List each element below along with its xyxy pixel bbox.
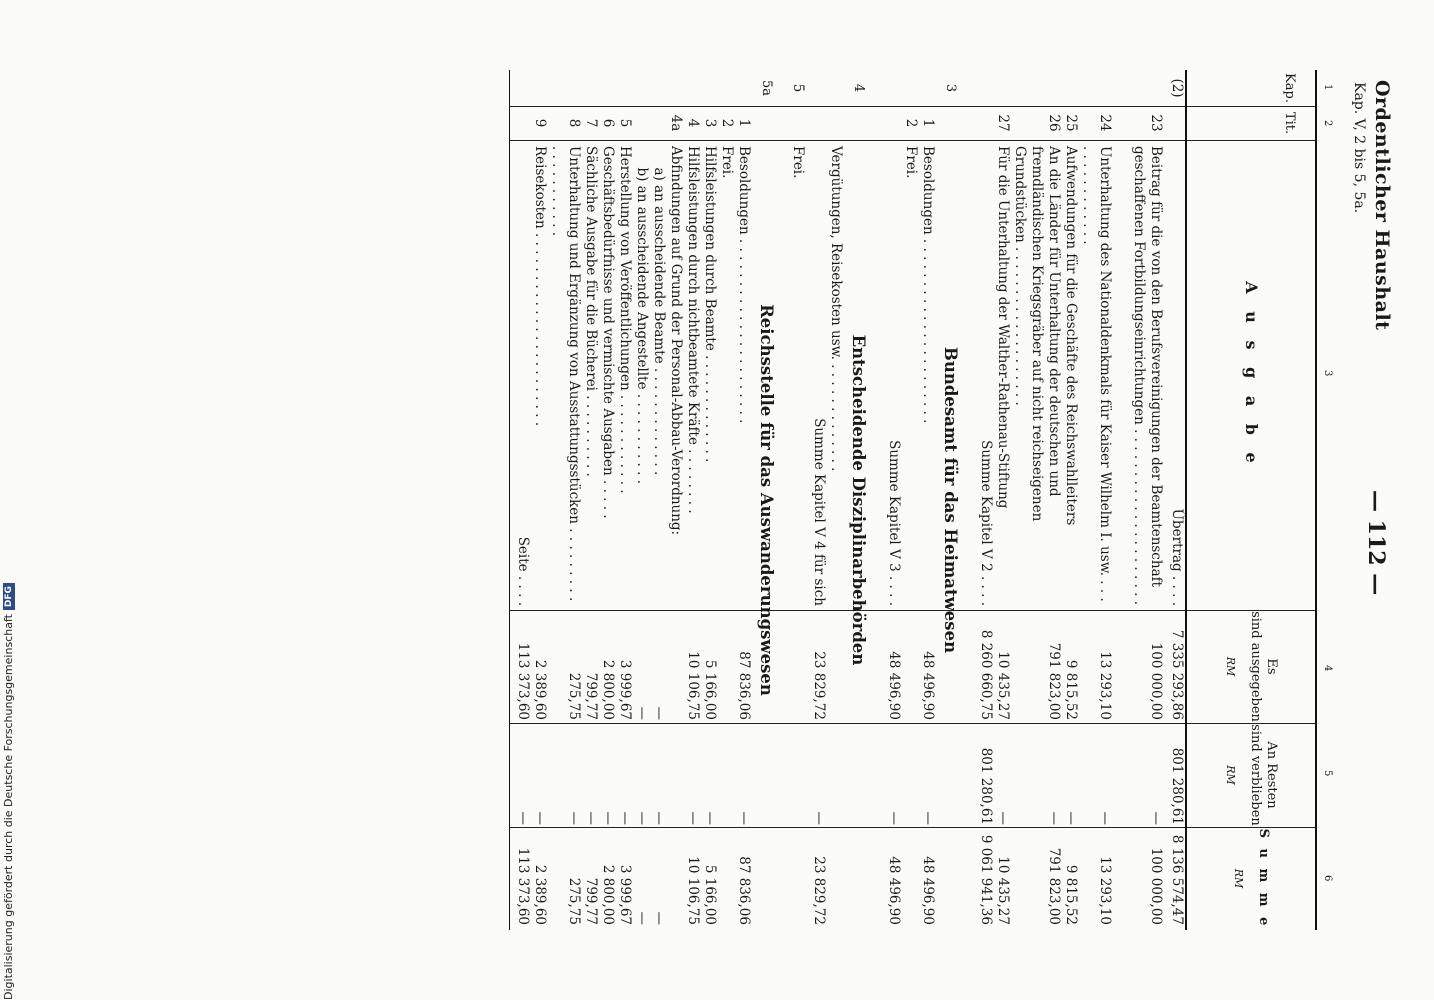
ausgegeben-cell: 5 166,00	[702, 659, 718, 720]
table-row	[1079, 70, 1113, 930]
table-row	[1011, 70, 1062, 930]
kapitel-cell: 5a	[759, 79, 774, 97]
ausgegeben-cell: 10 435,27	[995, 651, 1011, 720]
table-row	[548, 70, 582, 930]
column-header-summe: S u m m e RM	[1231, 828, 1271, 929]
table-row	[827, 70, 844, 930]
column-number: 4	[1322, 665, 1333, 672]
reste-cell: —	[634, 811, 650, 825]
table-row	[599, 70, 616, 930]
description-cell: a) an ausscheidende Beamte . . . . . . . . . . . . .	[651, 146, 667, 476]
ausgegeben-cell: 100 000,00	[1148, 642, 1164, 720]
ausgegeben-cell: 87 836,06	[736, 651, 752, 720]
table-row	[582, 70, 599, 930]
description-cell: Reichsstelle für das Auswanderungswesen	[757, 304, 776, 696]
titel-cell: 2	[903, 118, 919, 128]
table-row	[1113, 70, 1164, 930]
summe-cell: 10 435,27	[995, 856, 1011, 925]
description-cell: Entscheidende Disziplinarbehörden	[849, 334, 868, 666]
ausgegeben-cell: 275,75	[566, 672, 582, 720]
ausgegeben-cell: 48 496,90	[920, 651, 936, 720]
titel-cell: 24	[1097, 114, 1113, 132]
reste-cell: —	[566, 811, 582, 825]
reste-cell: —	[651, 811, 667, 825]
sum-row	[810, 70, 827, 930]
summe-cell: 9 061 941,36	[978, 834, 994, 925]
titel-cell: 9	[532, 118, 548, 128]
column-header-reste: An Resten sind verblieben RM	[1223, 724, 1280, 826]
table-row	[701, 70, 718, 930]
description-cell: Frei.	[790, 146, 806, 179]
table-row	[667, 70, 684, 930]
description-cell: Frei.	[903, 146, 919, 179]
ausgegeben-cell: 13 293,10	[1097, 651, 1113, 720]
description-cell: Besoldungen . . . . . . . . . . . . . . . . . . . . . .	[920, 146, 936, 424]
sum-row	[514, 70, 531, 930]
ausgegeben-cell: 799,77	[583, 672, 599, 720]
table-row	[633, 70, 650, 930]
description-cell: Unterhaltung des Nationaldenkmals für Kaiser Wilhelm I. usw. . . . . . . . . . . . . . . .	[1080, 146, 1113, 607]
page-number: — 112 —	[1363, 490, 1389, 596]
summe-cell: 100 000,00	[1148, 847, 1164, 925]
titel-cell: 1	[736, 118, 752, 128]
summe-cell: 48 496,90	[920, 856, 936, 925]
ausgegeben-cell: —	[634, 706, 650, 720]
description-cell: Vergütungen, Reisekosten usw. . . . . . . . . . . . . .	[828, 146, 844, 472]
table-header	[1185, 70, 1315, 930]
section-heading	[936, 70, 973, 930]
column-header-ausgabe: A u s g a b e	[1242, 281, 1261, 469]
column-number: 6	[1322, 875, 1333, 882]
ausgegeben-cell: 2 800,00	[600, 659, 616, 720]
titel-cell: 5	[617, 118, 633, 128]
reste-cell: —	[1148, 811, 1164, 825]
reste-cell: —	[702, 811, 718, 825]
titel-cell: 4	[685, 118, 701, 128]
dfg-logo: DFG	[3, 583, 15, 610]
page-subtitle: Kap. V, 2 bis 5, 5a.	[1351, 82, 1367, 214]
reste-cell: —	[1046, 811, 1062, 825]
table-row	[650, 70, 667, 930]
section-heading	[752, 70, 789, 930]
table-row	[735, 70, 752, 930]
summe-cell: 13 293,10	[1097, 856, 1113, 925]
titel-cell: 23	[1148, 114, 1164, 132]
description-cell: Beitrag für die von den Berufsvereinigungen der Beamtenschaft geschaffenen Fortbildungseinrichtungen . . . . . . . . . . . . . . . . . . . . .	[1131, 146, 1164, 606]
reste-cell: —	[1097, 811, 1113, 825]
summe-cell: 87 836,06	[736, 856, 752, 925]
titel-cell: 1	[920, 118, 936, 128]
rotated-ledger	[95, 70, 1395, 940]
kapitel-cell: 3	[943, 83, 958, 93]
description-cell: Unterhaltung und Ergänzung von Ausstattungsstücken . . . . . . . . . . . . . . . . . . . .	[549, 146, 582, 606]
titel-cell: 7	[583, 118, 599, 128]
ausgegeben-cell: —	[651, 706, 667, 720]
description-cell: Hilfsleistungen durch nichtbeamtete Kräfte . . . . . . . .	[685, 146, 701, 514]
column-numbers	[1319, 70, 1335, 930]
table-row	[919, 70, 936, 930]
titel-cell: 26	[1046, 114, 1062, 132]
footer-text: Digitalisierung gefördert durch die Deutsche Forschungsgemeinschaft	[2, 614, 15, 1000]
ausgegeben-cell: 8 260 660,75	[978, 629, 994, 720]
page-title: Ordentlicher Haushalt	[1371, 80, 1393, 331]
ausgegeben-cell: 48 496,90	[886, 651, 902, 720]
column-number: 5	[1322, 770, 1333, 777]
summe-cell: 8 136 574,47	[1169, 834, 1185, 925]
summe-cell: 791 823,00	[1046, 847, 1062, 925]
ausgegeben-cell: 113 373,60	[515, 642, 531, 720]
description-cell: Geschäftsbedürfnisse und vermischte Ausgaben . . . . .	[600, 146, 616, 519]
description-cell: Reisekosten . . . . . . . . . . . . . . . . . . . . . . .	[532, 146, 548, 427]
kapitel-cell: 4	[851, 83, 866, 93]
description-cell: Abfindungen auf Grund der Personal-Abbau-Verordnung:	[668, 146, 684, 536]
description-cell: b) an ausscheidende Angestellte . . . . . . . . . . .	[634, 146, 650, 484]
column-header-ausgegeben: Es sind ausgegeben RM	[1223, 611, 1280, 722]
table-row	[1062, 70, 1079, 930]
summe-cell: 48 496,90	[886, 856, 902, 925]
reste-cell: —	[1063, 811, 1079, 825]
ausgegeben-cell: 2 389,60	[532, 659, 548, 720]
column-number: 2	[1322, 120, 1333, 127]
ausgegeben-cell: 3 999,67	[617, 659, 633, 720]
description-cell: Seite . . . .	[515, 536, 531, 606]
titel-cell: 2	[719, 118, 735, 128]
reste-cell: —	[736, 811, 752, 825]
summe-cell: 9 815,52	[1063, 864, 1079, 925]
titel-cell: 6	[600, 118, 616, 128]
column-number: 3	[1322, 370, 1333, 377]
kapitel-cell: (2)	[1169, 78, 1185, 98]
ausgegeben-cell: 7 335 293,86	[1169, 629, 1185, 720]
reste-cell: —	[811, 811, 827, 825]
kapitel-cell: 5	[790, 83, 806, 93]
sum-row	[1168, 70, 1185, 930]
summe-cell: 799,77	[583, 877, 599, 925]
summe-cell: 113 373,60	[515, 847, 531, 925]
table-body	[514, 70, 1185, 930]
reste-cell: —	[600, 811, 616, 825]
description-cell: Summe Kapitel V 3 . . . .	[886, 440, 902, 606]
column-header-tit: Tit.	[1282, 111, 1297, 135]
reste-cell: —	[515, 811, 531, 825]
sum-row	[977, 70, 994, 930]
summe-cell: 275,75	[566, 877, 582, 925]
summe-cell: —	[651, 911, 667, 925]
column-number: 1	[1322, 84, 1333, 91]
description-cell: Summe Kapitel V 2 . . . .	[978, 440, 994, 606]
description-cell: Aufwendungen für die Geschäfte des Reichswahlleiters	[1063, 146, 1079, 526]
reste-cell: 801 280,61	[1169, 747, 1185, 825]
summe-cell: 2 389,60	[532, 864, 548, 925]
table-row	[789, 70, 806, 930]
table-row	[994, 70, 1011, 930]
description-cell: Hilfsleistungen durch Beamte . . . . . . . . . . . . .	[702, 146, 718, 463]
reste-cell: —	[617, 811, 633, 825]
reste-cell: —	[995, 811, 1011, 825]
description-cell: Sächliche Ausgabe für die Bücherei . . . . . . . . . .	[583, 146, 599, 477]
titel-cell: 25	[1063, 114, 1079, 132]
description-cell: Frei.	[719, 146, 735, 179]
titel-cell: 4a	[668, 114, 684, 132]
titel-cell: 27	[995, 114, 1011, 132]
titel-cell: 8	[566, 118, 582, 128]
summe-cell: 2 800,00	[600, 864, 616, 925]
ausgegeben-cell: 791 823,00	[1046, 642, 1062, 720]
reste-cell: —	[886, 811, 902, 825]
reste-cell: —	[685, 811, 701, 825]
footer	[2, 583, 15, 1000]
ausgegeben-cell: 10 106,75	[685, 651, 701, 720]
summe-cell: 3 999,67	[617, 864, 633, 925]
summe-cell: 23 829,72	[811, 856, 827, 925]
budget-table	[509, 70, 1317, 930]
reste-cell: —	[583, 811, 599, 825]
sum-row	[885, 70, 902, 930]
reste-cell: —	[920, 811, 936, 825]
summe-cell: 10 106,75	[685, 856, 701, 925]
ausgegeben-cell: 23 829,72	[811, 651, 827, 720]
table-row	[718, 70, 735, 930]
description-cell: Besoldungen . . . . . . . . . . . . . . . . . . . . . .	[736, 146, 752, 424]
description-cell: Bundesamt für das Heimatwesen	[941, 346, 960, 654]
description-cell: Übertrag . . . .	[1169, 508, 1185, 606]
description-cell: Für die Unterhaltung der Walther-Rathenau-Stiftung	[995, 146, 1011, 509]
table-row	[684, 70, 701, 930]
description-cell: An die Länder für Unterhaltung der deutschen und fremdländischen Kriegsgräber auf nicht reichseigenen Grundstücken . . . . . . . . . . . . . . . . . . .	[1012, 146, 1062, 526]
description-cell: Herstellung von Veröffentlichungen . . . . . . . . . . . .	[617, 146, 633, 494]
table-row	[616, 70, 633, 930]
table-row	[902, 70, 919, 930]
titel-cell: 3	[702, 118, 718, 128]
reste-cell: —	[532, 811, 548, 825]
summe-cell: —	[634, 911, 650, 925]
table-row	[531, 70, 548, 930]
reste-cell: 801 280,61	[978, 747, 994, 825]
section-heading	[844, 70, 881, 930]
column-header-kap: Kap.	[1282, 73, 1297, 103]
ausgegeben-cell: 9 815,52	[1063, 659, 1079, 720]
summe-cell: 5 166,00	[702, 864, 718, 925]
description-cell: Summe Kapitel V 4 für sich	[811, 418, 827, 606]
